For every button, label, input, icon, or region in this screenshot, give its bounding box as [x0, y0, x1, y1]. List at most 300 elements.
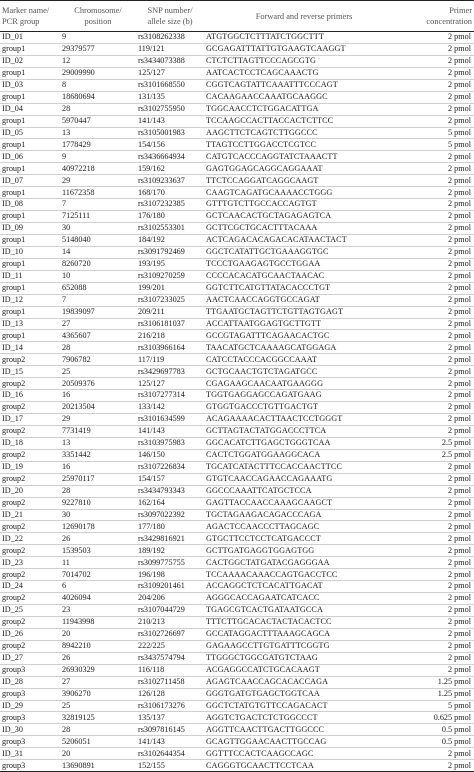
- concentration-cell: 1.25 pmol: [404, 688, 474, 700]
- chromosome-cell: 30: [60, 223, 136, 235]
- snp-cell: 116/118: [136, 664, 204, 676]
- chromosome-cell: 28: [60, 724, 136, 736]
- table-row: [0, 569, 474, 581]
- marker-cell: ID_25: [0, 605, 60, 617]
- concentration-cell: 2 pmol: [404, 605, 474, 617]
- chromosome-cell: 29009990: [60, 67, 136, 79]
- chromosome-cell: 18680694: [60, 91, 136, 103]
- concentration-cell: 5 pmol: [404, 127, 474, 139]
- chromosome-cell: 25970117: [60, 473, 136, 485]
- header-primers: [204, 1, 404, 32]
- chromosome-cell: 8: [60, 79, 136, 91]
- concentration-cell: 2 pmol: [404, 593, 474, 605]
- header-snp-line1: SNP number/: [147, 6, 193, 15]
- concentration-cell: 2.5 pmol: [404, 449, 474, 461]
- table-row: [0, 282, 474, 294]
- table-row: [0, 32, 474, 44]
- table-row: [0, 437, 474, 449]
- table-row: [0, 294, 474, 306]
- primer-cell: CAGGGTGCAACTTCCTCAA: [204, 760, 404, 772]
- primer-cell: GGCACATCTTGAGCTGGGTCAA: [204, 437, 404, 449]
- table-row: [0, 676, 474, 688]
- primer-cell: TGGCAACCTCTGGACATTGA: [204, 103, 404, 115]
- table-row: [0, 640, 474, 652]
- snp-cell: rs3102711458: [136, 676, 204, 688]
- snp-cell: rs3091792469: [136, 246, 204, 258]
- marker-cell: group2: [0, 616, 60, 628]
- table-row: [0, 664, 474, 676]
- snp-cell: rs3102726697: [136, 628, 204, 640]
- snp-cell: 154/157: [136, 473, 204, 485]
- primer-cell: GAGAAGCCTTGTGATTTCGGTG: [204, 640, 404, 652]
- primer-cell: TCCCTGAAGAGTGCCTGGAA: [204, 258, 404, 270]
- chromosome-cell: 8260720: [60, 258, 136, 270]
- chromosome-cell: 9: [60, 151, 136, 163]
- table-row: [0, 748, 474, 760]
- snp-cell: 146/150: [136, 449, 204, 461]
- concentration-cell: 2 pmol: [404, 748, 474, 760]
- chromosome-cell: 32819125: [60, 712, 136, 724]
- chromosome-cell: 9: [60, 32, 136, 44]
- marker-cell: ID_07: [0, 175, 60, 187]
- table-row: [0, 79, 474, 91]
- table-row: [0, 473, 474, 485]
- snp-cell: rs3105001983: [136, 127, 204, 139]
- chromosome-cell: 14: [60, 246, 136, 258]
- marker-cell: group3: [0, 712, 60, 724]
- chromosome-cell: 16: [60, 461, 136, 473]
- chromosome-cell: 27: [60, 676, 136, 688]
- chromosome-cell: 27: [60, 318, 136, 330]
- chromosome-cell: 5148040: [60, 234, 136, 246]
- marker-cell: group1: [0, 163, 60, 175]
- chromosome-cell: 26: [60, 533, 136, 545]
- marker-cell: ID_01: [0, 32, 60, 44]
- snp-cell: 176/180: [136, 211, 204, 223]
- chromosome-cell: 29: [60, 175, 136, 187]
- table-row: [0, 103, 474, 115]
- table-row: [0, 521, 474, 533]
- concentration-cell: 2 pmol: [404, 414, 474, 426]
- chromosome-cell: 12: [60, 55, 136, 67]
- header-marker: [0, 1, 60, 32]
- table-row: [0, 593, 474, 605]
- chromosome-cell: 7: [60, 199, 136, 211]
- primer-cell: CGAGAAGCAACAATGAAGGG: [204, 378, 404, 390]
- chromosome-cell: 30: [60, 509, 136, 521]
- table-row: [0, 258, 474, 270]
- marker-cell: ID_21: [0, 509, 60, 521]
- chromosome-cell: 40972218: [60, 163, 136, 175]
- concentration-cell: 2 pmol: [404, 91, 474, 103]
- marker-cell: group1: [0, 43, 60, 55]
- chromosome-cell: 11: [60, 557, 136, 569]
- primer-cell: GGGTGATGTGAGCTGGTCAA: [204, 688, 404, 700]
- concentration-cell: 2 pmol: [404, 223, 474, 235]
- marker-cell: ID_16: [0, 390, 60, 402]
- primer-cell: TGCTAGAAGACAGACCCAGA: [204, 509, 404, 521]
- header-row: [0, 1, 474, 32]
- primer-cell: GTGTCAACCAGAACCAGAAATG: [204, 473, 404, 485]
- primer-cell: GGTTTCCACTCAAGCCAGC: [204, 748, 404, 760]
- snp-cell: rs3107277314: [136, 390, 204, 402]
- marker-cell: ID_23: [0, 557, 60, 569]
- marker-cell: ID_18: [0, 437, 60, 449]
- table-row: [0, 234, 474, 246]
- snp-cell: rs3101634599: [136, 414, 204, 426]
- table-row: [0, 712, 474, 724]
- primer-cell: GGCCCAAATTCATGCTCCA: [204, 485, 404, 497]
- snp-cell: rs3099775755: [136, 557, 204, 569]
- chromosome-cell: 3906270: [60, 688, 136, 700]
- concentration-cell: 2 pmol: [404, 103, 474, 115]
- marker-cell: ID_24: [0, 581, 60, 593]
- table-row: [0, 557, 474, 569]
- header-marker-line1: Marker name/: [2, 6, 50, 15]
- chromosome-cell: 26: [60, 652, 136, 664]
- table-row: [0, 127, 474, 139]
- snp-cell: rs3434793343: [136, 485, 204, 497]
- snp-cell: rs3101668550: [136, 79, 204, 91]
- snp-cell: 141/143: [136, 736, 204, 748]
- chromosome-cell: 20213504: [60, 402, 136, 414]
- table-row: [0, 414, 474, 426]
- concentration-cell: 2 pmol: [404, 521, 474, 533]
- table-row: [0, 175, 474, 187]
- primer-cell: AGACTCCAACCCTTAGCAGC: [204, 521, 404, 533]
- marker-cell: ID_31: [0, 748, 60, 760]
- chromosome-cell: 10: [60, 270, 136, 282]
- concentration-cell: 2.5 pmol: [404, 437, 474, 449]
- chromosome-cell: 16: [60, 390, 136, 402]
- chromosome-cell: 20: [60, 748, 136, 760]
- chromosome-cell: 26930329: [60, 664, 136, 676]
- snp-cell: 125/127: [136, 67, 204, 79]
- snp-cell: rs3106173276: [136, 700, 204, 712]
- marker-cell: group2: [0, 378, 60, 390]
- concentration-cell: 2 pmol: [404, 664, 474, 676]
- marker-cell: ID_09: [0, 223, 60, 235]
- snp-cell: 189/192: [136, 545, 204, 557]
- chromosome-cell: 11943998: [60, 616, 136, 628]
- header-concentration-line2: concentration: [426, 17, 472, 26]
- concentration-cell: 2 pmol: [404, 187, 474, 199]
- header-primers-line1: Forward and reverse primers: [255, 11, 353, 21]
- primer-cell: GCTGCAACTGTCTAGATGCC: [204, 366, 404, 378]
- concentration-cell: 0.5 pmol: [404, 736, 474, 748]
- table-row: [0, 736, 474, 748]
- concentration-cell: 2 pmol: [404, 234, 474, 246]
- snp-cell: rs3107232385: [136, 199, 204, 211]
- snp-cell: rs3108262338: [136, 32, 204, 44]
- marker-cell: ID_02: [0, 55, 60, 67]
- primer-cell: GTTTGTCTTGCCACCAGTGT: [204, 199, 404, 211]
- snp-cell: rs3102553301: [136, 223, 204, 235]
- marker-cell: group1: [0, 187, 60, 199]
- table-row: [0, 605, 474, 617]
- snp-cell: 119/121: [136, 43, 204, 55]
- concentration-cell: 2 pmol: [404, 211, 474, 223]
- snp-cell: rs3107233025: [136, 294, 204, 306]
- concentration-cell: 2 pmol: [404, 569, 474, 581]
- chromosome-cell: 5206051: [60, 736, 136, 748]
- chromosome-cell: 1539503: [60, 545, 136, 557]
- table-row: [0, 497, 474, 509]
- table-row: [0, 461, 474, 473]
- snp-cell: 196/198: [136, 569, 204, 581]
- concentration-cell: 2 pmol: [404, 533, 474, 545]
- snp-cell: 131/135: [136, 91, 204, 103]
- snp-cell: 152/155: [136, 760, 204, 772]
- primer-cell: GCTCAACACTGCTAGAGAGTCA: [204, 211, 404, 223]
- table-row: [0, 533, 474, 545]
- chromosome-cell: 7125111: [60, 211, 136, 223]
- table-row: [0, 151, 474, 163]
- chromosome-cell: 5970447: [60, 115, 136, 127]
- snp-cell: 126/128: [136, 688, 204, 700]
- marker-cell: ID_29: [0, 700, 60, 712]
- primer-cell: GGTCTTCATGTTATACACCCTGT: [204, 282, 404, 294]
- primer-cell: AGGTCTGACTCTCTGGCCCT: [204, 712, 404, 724]
- chromosome-cell: 12690178: [60, 521, 136, 533]
- concentration-cell: 2 pmol: [404, 55, 474, 67]
- snp-cell: rs3109201461: [136, 581, 204, 593]
- snp-cell: 133/142: [136, 402, 204, 414]
- concentration-cell: 0.5 pmol: [404, 724, 474, 736]
- marker-cell: group1: [0, 211, 60, 223]
- primer-cell: GCAGTTGGAACAACTTGCCAG: [204, 736, 404, 748]
- chromosome-cell: 1778429: [60, 139, 136, 151]
- marker-cell: group3: [0, 760, 60, 772]
- table-row: [0, 342, 474, 354]
- marker-cell: group2: [0, 425, 60, 437]
- snp-cell: 168/170: [136, 187, 204, 199]
- marker-cell: group1: [0, 67, 60, 79]
- concentration-cell: 2 pmol: [404, 151, 474, 163]
- chromosome-cell: 11672358: [60, 187, 136, 199]
- concentration-cell: 5 pmol: [404, 700, 474, 712]
- table-row: [0, 628, 474, 640]
- table-row: [0, 67, 474, 79]
- primer-cell: TAACATGCTCAAAAGCATGGAGA: [204, 342, 404, 354]
- concentration-cell: 2 pmol: [404, 640, 474, 652]
- marker-cell: ID_28: [0, 676, 60, 688]
- chromosome-cell: 652088: [60, 282, 136, 294]
- snp-cell: 199/201: [136, 282, 204, 294]
- table-row: [0, 306, 474, 318]
- table-row: [0, 688, 474, 700]
- primer-cell: CACAAGAACCAAATGCAAGGC: [204, 91, 404, 103]
- snp-cell: rs3106181037: [136, 318, 204, 330]
- concentration-cell: 2 pmol: [404, 258, 474, 270]
- table-row: [0, 163, 474, 175]
- marker-cell: group2: [0, 473, 60, 485]
- snp-cell: 135/137: [136, 712, 204, 724]
- primer-cell: GAGTTACCAACCAAAGCAAGCT: [204, 497, 404, 509]
- header-marker-line2: PCR group: [2, 17, 40, 26]
- marker-cell: ID_13: [0, 318, 60, 330]
- chromosome-cell: 19839097: [60, 306, 136, 318]
- primer-cell: TGCATCATACTTTCCACCAACTTCC: [204, 461, 404, 473]
- snp-cell: 117/119: [136, 354, 204, 366]
- table-row: [0, 545, 474, 557]
- primer-cell: AACTCAACCAGGTGCCAGAT: [204, 294, 404, 306]
- concentration-cell: 2 pmol: [404, 282, 474, 294]
- concentration-cell: 2 pmol: [404, 199, 474, 211]
- primer-cell: GTGCTTCCTCCTCATGACCCT: [204, 533, 404, 545]
- marker-cell: group3: [0, 736, 60, 748]
- marker-cell: group2: [0, 449, 60, 461]
- header-concentration-line1: Primer: [449, 6, 472, 15]
- concentration-cell: 2 pmol: [404, 366, 474, 378]
- primer-cell: CAAGTCAGATGCAAAACCTGGG: [204, 187, 404, 199]
- snp-cell: 209/211: [136, 306, 204, 318]
- primer-cell: GCTTGATGAGGTGGAGTGG: [204, 545, 404, 557]
- primer-cell: GGCTCATATTGCTGAAAGGTGC: [204, 246, 404, 258]
- marker-cell: ID_03: [0, 79, 60, 91]
- marker-cell: group1: [0, 115, 60, 127]
- chromosome-cell: 7: [60, 294, 136, 306]
- marker-cell: ID_19: [0, 461, 60, 473]
- primer-cell: CATGTCACCCAGGTATCTAAACTT: [204, 151, 404, 163]
- primer-cell: GCGAGATTTATTGTGAAGTCAAGGT: [204, 43, 404, 55]
- concentration-cell: 2 pmol: [404, 581, 474, 593]
- snp-cell: 125/127: [136, 378, 204, 390]
- header-chromosome: [60, 1, 136, 32]
- chromosome-cell: 29: [60, 414, 136, 426]
- table-row: [0, 509, 474, 521]
- concentration-cell: 2 pmol: [404, 342, 474, 354]
- concentration-cell: 2 pmol: [404, 330, 474, 342]
- primer-cell: GAGTGGAGCAGGCAGGAAAT: [204, 163, 404, 175]
- marker-cell: ID_14: [0, 342, 60, 354]
- snp-cell: 210/213: [136, 616, 204, 628]
- snp-cell: rs3097022392: [136, 509, 204, 521]
- chromosome-cell: 20: [60, 628, 136, 640]
- primer-cell: TCCAAAACAAACCAGTGACCTCC: [204, 569, 404, 581]
- snp-cell: rs3429816921: [136, 533, 204, 545]
- chromosome-cell: 8942210: [60, 640, 136, 652]
- primer-cell: TTTCTTGCACACTACTACACTCC: [204, 616, 404, 628]
- concentration-cell: 2 pmol: [404, 545, 474, 557]
- marker-cell: ID_20: [0, 485, 60, 497]
- snp-cell: 216/218: [136, 330, 204, 342]
- concentration-cell: 2 pmol: [404, 294, 474, 306]
- concentration-cell: 2 pmol: [404, 485, 474, 497]
- marker-cell: group2: [0, 497, 60, 509]
- marker-cell: group1: [0, 282, 60, 294]
- chromosome-cell: 13690891: [60, 760, 136, 772]
- primer-cell: CCCCACACATGCAACTAACAC: [204, 270, 404, 282]
- marker-cell: ID_10: [0, 246, 60, 258]
- marker-cell: group2: [0, 545, 60, 557]
- chromosome-cell: 29379577: [60, 43, 136, 55]
- snp-cell: rs3103966164: [136, 342, 204, 354]
- chromosome-cell: 28: [60, 342, 136, 354]
- table-row: [0, 378, 474, 390]
- marker-cell: group1: [0, 139, 60, 151]
- chromosome-cell: 28: [60, 103, 136, 115]
- primer-cell: AGAGTCAACCAGCACACCAGA: [204, 676, 404, 688]
- snp-cell: 222/225: [136, 640, 204, 652]
- snp-cell: 177/180: [136, 521, 204, 533]
- marker-cell: ID_06: [0, 151, 60, 163]
- snp-cell: rs3097816145: [136, 724, 204, 736]
- chromosome-cell: 13: [60, 127, 136, 139]
- marker-cell: ID_11: [0, 270, 60, 282]
- primer-cell: ATGTGGCTCTTTATCTGGCTTT: [204, 32, 404, 44]
- marker-cell: ID_30: [0, 724, 60, 736]
- table-row: [0, 43, 474, 55]
- chromosome-cell: 4026094: [60, 593, 136, 605]
- primer-cell: GCCGTAGATTTCAGAACACTGC: [204, 330, 404, 342]
- snp-cell: 141/143: [136, 115, 204, 127]
- concentration-cell: 2 pmol: [404, 402, 474, 414]
- primer-cell: GGCTCTATGTGTTCCAGACACT: [204, 700, 404, 712]
- chromosome-cell: 7731419: [60, 425, 136, 437]
- concentration-cell: 0.625 pmol: [404, 712, 474, 724]
- snp-cell: 193/195: [136, 258, 204, 270]
- table-row: [0, 318, 474, 330]
- table-body: [0, 32, 474, 772]
- table-row: [0, 211, 474, 223]
- primer-cell: AGGTTCAACTTGACTTGGCCC: [204, 724, 404, 736]
- table-row: [0, 449, 474, 461]
- concentration-cell: 2 pmol: [404, 425, 474, 437]
- marker-cell: group2: [0, 593, 60, 605]
- marker-cell: group1: [0, 258, 60, 270]
- table-row: [0, 402, 474, 414]
- marker-cell: group3: [0, 688, 60, 700]
- snp-cell: rs3102755950: [136, 103, 204, 115]
- concentration-cell: 2 pmol: [404, 509, 474, 521]
- chromosome-cell: 6: [60, 581, 136, 593]
- primer-cell: ACGAGGCCATCTGCACAAGT: [204, 664, 404, 676]
- marker-cell: ID_15: [0, 366, 60, 378]
- marker-cell: ID_08: [0, 199, 60, 211]
- primer-cell: ACAGAAAACACTTAACTCCTGGGT: [204, 414, 404, 426]
- chromosome-cell: 7906782: [60, 354, 136, 366]
- concentration-cell: 2 pmol: [404, 461, 474, 473]
- concentration-cell: 2 pmol: [404, 378, 474, 390]
- chromosome-cell: 4365607: [60, 330, 136, 342]
- primer-cell: GTGGTGACCCTGTTGACTGT: [204, 402, 404, 414]
- table-row: [0, 485, 474, 497]
- concentration-cell: 2 pmol: [404, 652, 474, 664]
- concentration-cell: 2 pmol: [404, 318, 474, 330]
- concentration-cell: 2 pmol: [404, 557, 474, 569]
- concentration-cell: 1.25 pmol: [404, 676, 474, 688]
- marker-cell: group2: [0, 354, 60, 366]
- primer-cell: GCTTCGCTGCACTTTACAAA: [204, 223, 404, 235]
- snp-cell: 184/192: [136, 234, 204, 246]
- concentration-cell: 2 pmol: [404, 32, 474, 44]
- chromosome-cell: 20509376: [60, 378, 136, 390]
- table-row: [0, 330, 474, 342]
- snp-cell: rs3436664934: [136, 151, 204, 163]
- snp-cell: rs3437574794: [136, 652, 204, 664]
- snp-cell: 204/206: [136, 593, 204, 605]
- primer-cell: ACCAGGCTCTCACATTGACAT: [204, 581, 404, 593]
- marker-cell: group1: [0, 306, 60, 318]
- marker-cell: ID_12: [0, 294, 60, 306]
- concentration-cell: 2 pmol: [404, 175, 474, 187]
- marker-cell: ID_17: [0, 414, 60, 426]
- table-row: [0, 91, 474, 103]
- primer-cell: TTGAATGCTAGTTCTGTTAGTGAGT: [204, 306, 404, 318]
- table-row: [0, 425, 474, 437]
- table-row: [0, 246, 474, 258]
